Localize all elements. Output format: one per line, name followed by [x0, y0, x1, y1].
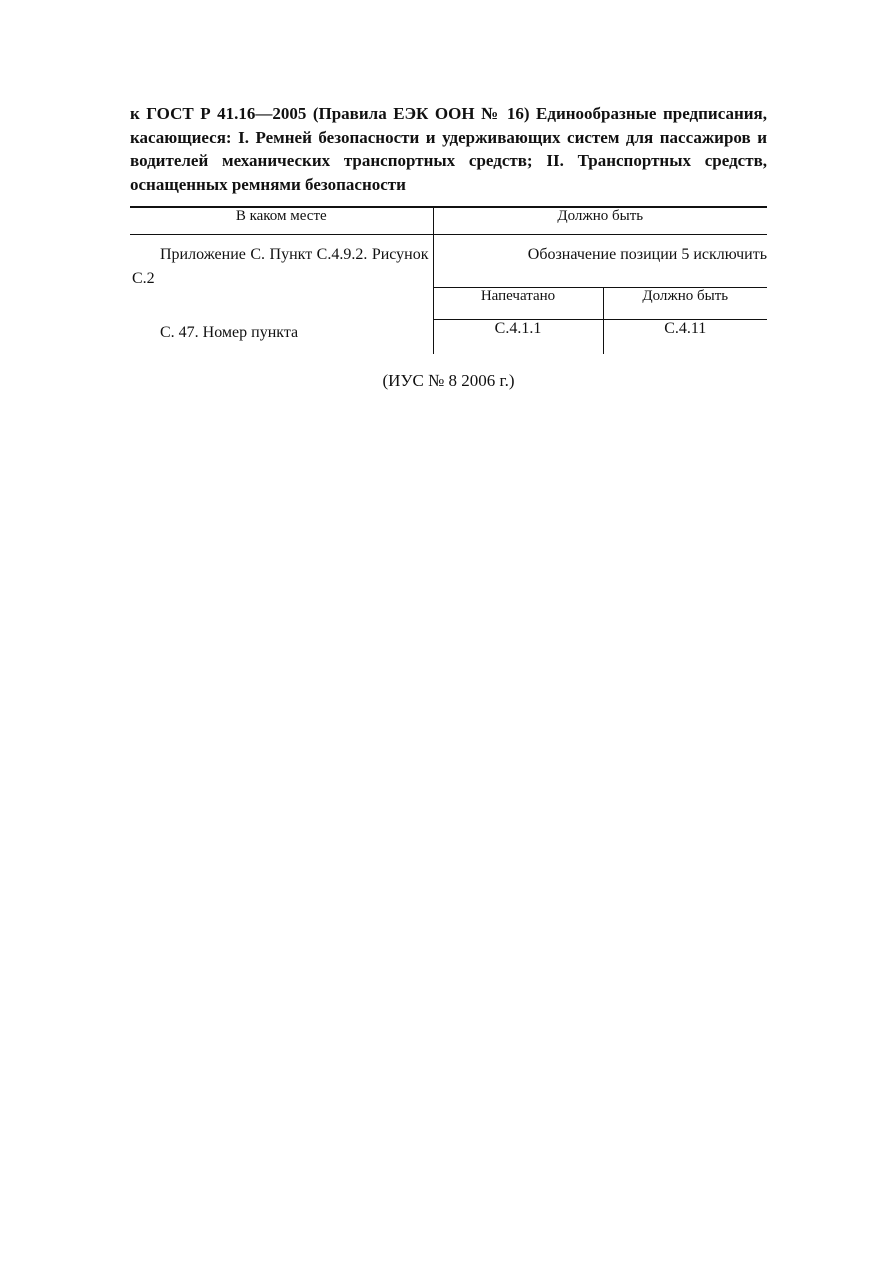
- table-header-row: [130, 207, 767, 235]
- table-row: [130, 235, 767, 288]
- row1-should-be: Обозначение позиции 5 исключить: [527, 246, 767, 263]
- row1-place: Приложение С. Пункт С.4.9.2. Рисунок С.2: [132, 246, 429, 287]
- subheader-printed: Напечатано: [433, 288, 603, 320]
- subheader-should-be: Должно быть: [603, 288, 767, 320]
- header-should-be: Должно быть: [433, 207, 767, 235]
- amendment-table: [130, 206, 767, 354]
- header-place: В каком месте: [130, 207, 433, 235]
- row2-place-cell: [130, 320, 433, 355]
- row2-should-be: С.4.11: [664, 320, 707, 337]
- row2-printed: С.4.1.1: [433, 320, 603, 355]
- row2-place: С. 47. Номер пункта: [160, 323, 299, 341]
- row1-should-be-cell: [433, 235, 767, 288]
- amendment-heading: к ГОСТ Р 41.16—2005 (Правила ЕЭК ООН № 16) Единообразные предписания, касающиеся: I. Ремней безопасности и удерживающих систем для пассажиров и водителей механических транспортных средств; II. Транспортных средств, оснащенных ремнями безопасности: [130, 104, 767, 194]
- table-row: [130, 320, 767, 355]
- row1-place-cell: [130, 235, 433, 320]
- source-reference: (ИУС № 8 2006 г.): [382, 371, 515, 390]
